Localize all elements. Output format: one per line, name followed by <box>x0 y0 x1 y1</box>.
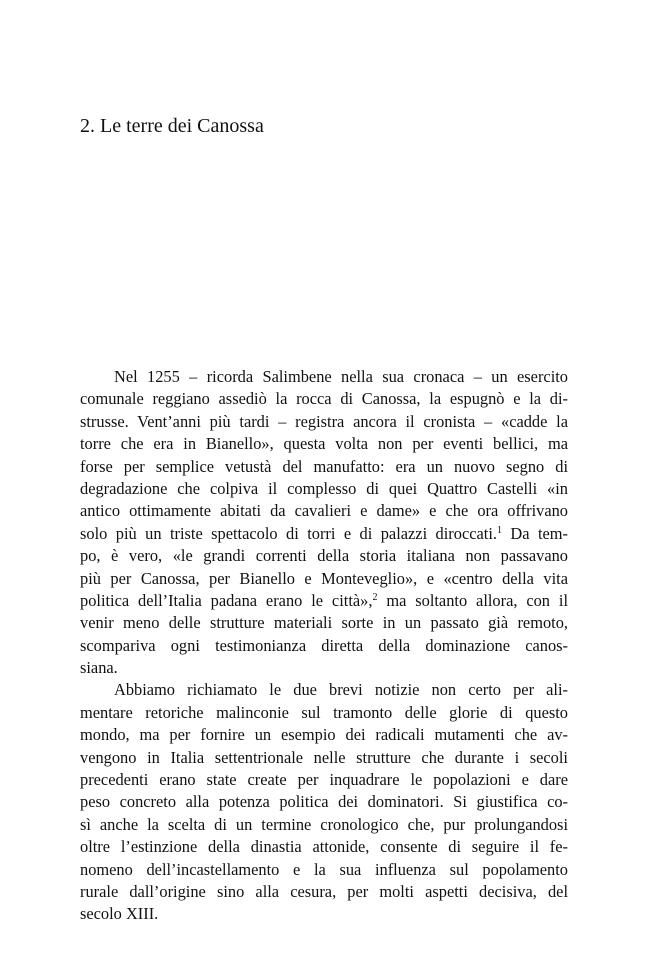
footnote-marker-1: 1 <box>497 524 502 536</box>
text-line: po, è vero, «le grandi correnti della storia italiana non passavano <box>80 546 568 566</box>
paragraph-2 <box>80 679 568 925</box>
text-line <box>80 590 568 612</box>
text-line: forse per semplice vetustà del manufatto: era un nuovo segno di <box>80 456 568 476</box>
text-segment: Da tem- <box>502 523 569 543</box>
text-line: antico ottimamente abitati da cavalieri e dame» e che ora offrivano <box>80 501 568 521</box>
text-line: strusse. Vent’anni più tardi – registra ancora il cronista – «cadde la <box>80 411 568 431</box>
text-line: vengono in Italia settentrionale nelle strutture che durante i secoli <box>80 747 568 767</box>
chapter-title: 2. Le terre dei Canossa <box>80 115 264 137</box>
body-text <box>80 366 568 926</box>
text-line: venir meno delle strutture materiali sorte in un passato già remoto, <box>80 613 568 633</box>
text-line: oltre l’estinzione della dinastia attonide, consente di seguire il fe- <box>80 837 568 857</box>
text-line: secolo XIII. <box>80 904 159 924</box>
paragraph-1 <box>80 366 568 679</box>
text-line: nomeno dell’incastellamento e la sua influenza sul popolamento <box>80 859 568 879</box>
text-line: degradazione che colpiva il complesso di quei Quattro Castelli «in <box>80 478 568 498</box>
text-segment: ma soltanto allora, con il <box>377 590 568 610</box>
text-line: mondo, ma per fornire un esempio dei radicali mutamenti che av- <box>80 725 568 745</box>
text-line: Abbiamo richiamato le due brevi notizie non certo per ali- <box>114 680 568 700</box>
footnote-marker-2: 2 <box>372 591 378 603</box>
text-line: siana. <box>80 658 118 678</box>
text-segment: solo più un triste spettacolo di torri e di palazzi diroccati. <box>80 523 497 543</box>
text-segment: politica dell’Italia padana erano le città», <box>80 590 373 610</box>
text-line: rurale dall’origine sino alla cesura, per molti aspetti decisiva, del <box>80 881 568 901</box>
text-line: scompariva ogni testimonianza diretta della dominazione canos- <box>80 635 568 655</box>
text-line: più per Canossa, per Bianello e Monteveglio», e «centro della vita <box>80 568 568 588</box>
text-line: peso concreto alla potenza politica dei dominatori. Si giustifica co- <box>80 792 568 812</box>
text-line: comunale reggiano assediò la rocca di Canossa, la espugnò e la di- <box>80 389 568 409</box>
text-line <box>80 523 568 545</box>
text-line: mentare retoriche malinconie sul tramonto delle glorie di questo <box>80 702 568 722</box>
text-line: sì anche la scelta di un termine cronologico che, pur prolungandosi <box>80 814 568 834</box>
text-line: torre che era in Bianello», questa volta non per eventi bellici, ma <box>80 434 568 454</box>
text-line: precedenti erano state create per inquadrare le popolazioni e dare <box>80 770 568 790</box>
text-line: Nel 1255 – ricorda Salimbene nella sua cronaca – un esercito <box>114 367 568 386</box>
